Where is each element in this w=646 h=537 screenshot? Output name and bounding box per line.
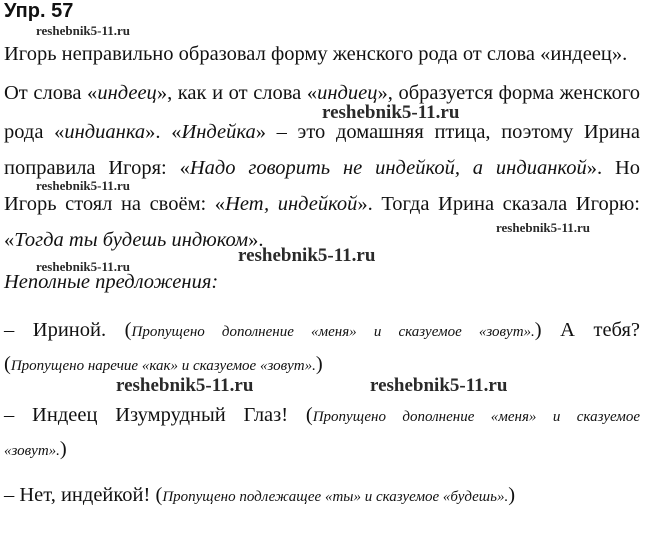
paragraph-line-4: поправила Игоря: «Надо говорить не индейкой, а индианкой». Но [4, 157, 640, 179]
paragraph-line-1: Игорь неправильно образовал форму женского рода от слова «индеец». [4, 43, 628, 65]
answer-item-1-note: (Пропущено наречие «как» и сказуемое «зовут».) [4, 353, 323, 375]
exercise-title: Упр. 57 [4, 0, 74, 22]
paragraph-line-5: Игорь стоял на своём: «Нет, индейкой». Тогда Ирина сказала Игорю: [4, 193, 640, 215]
answer-item-2: – Индеец Изумрудный Глаз! (Пропущено дополнение «меня» и сказуемое [4, 404, 640, 426]
paragraph-line-6: «Тогда ты будешь индюком». [4, 229, 264, 251]
watermark: reshebnik5-11.ru [36, 23, 131, 38]
paragraph-line-2: От слова «индеец», как и от слова «индиец», образуется форма женского [4, 82, 640, 104]
answer-item-3: – Нет, индейкой! (Пропущено подлежащее «ты» и сказуемое «будешь».) [4, 484, 516, 506]
paragraph-line-3: рода «индианка». «Индейка» – это домашняя птица, поэтому Ирина [4, 121, 640, 143]
watermark: reshebnik5-11.ru [36, 259, 131, 274]
watermark: reshebnik5-11.ru [370, 375, 508, 396]
watermark: reshebnik5-11.ru [116, 375, 254, 396]
incomplete-sentences-heading: Неполные предложения: [4, 271, 219, 293]
answer-item-1: – Ириной. (Пропущено дополнение «меня» и сказуемое «зовут».) А тебя? [4, 319, 640, 341]
watermark: reshebnik5-11.ru [36, 178, 131, 193]
watermark: reshebnik5-11.ru [238, 245, 376, 266]
watermark: reshebnik5-11.ru [322, 102, 460, 123]
watermark: reshebnik5-11.ru [496, 220, 591, 235]
answer-item-2-note: «зовут».) [4, 438, 67, 460]
